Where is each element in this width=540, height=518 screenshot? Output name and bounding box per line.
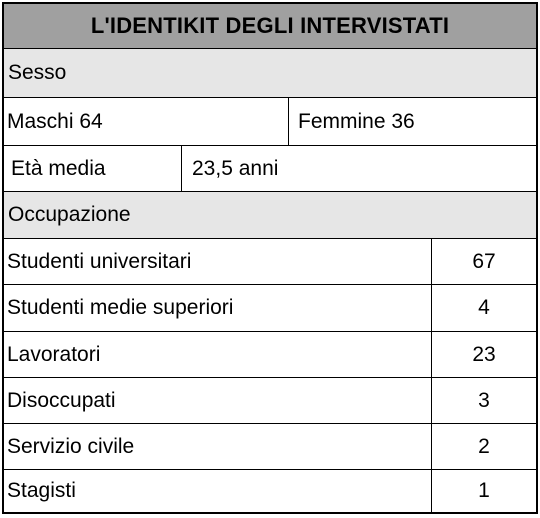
table-row <box>4 378 536 424</box>
occupation-section-label: Occupazione <box>4 192 536 238</box>
sex-section-row <box>4 49 536 98</box>
survey-profile-table <box>2 2 538 514</box>
table-row <box>4 239 536 285</box>
table-row <box>4 470 536 512</box>
sex-values-row <box>4 98 536 146</box>
occupation-value: 1 <box>478 479 490 502</box>
occupation-value: 4 <box>478 296 490 319</box>
table-row <box>4 285 536 332</box>
occupation-label: Servizio civile <box>4 424 432 469</box>
table-row <box>4 332 536 378</box>
occupation-value: 2 <box>478 434 490 458</box>
title-row <box>4 4 536 49</box>
age-row <box>4 146 536 192</box>
male-count: Maschi 64 <box>4 98 289 145</box>
female-count: Femmine 36 <box>298 109 415 133</box>
table-title: L'IDENTIKIT DEGLI INTERVISTATI <box>4 4 536 48</box>
occupation-label: Disoccupati <box>4 378 432 423</box>
occupation-label: Lavoratori <box>4 332 432 377</box>
sex-section-label: Sesso <box>4 49 536 97</box>
age-label: Età media <box>4 146 182 191</box>
occupation-value: 23 <box>472 342 496 366</box>
occupation-section-row <box>4 192 536 239</box>
occupation-label: Studenti universitari <box>4 239 432 284</box>
age-value: 23,5 anni <box>192 156 279 180</box>
occupation-value: 67 <box>472 249 496 273</box>
table-row <box>4 424 536 470</box>
occupation-value: 3 <box>478 388 490 412</box>
occupation-label: Stagisti <box>4 470 432 512</box>
occupation-label: Studenti medie superiori <box>4 285 432 331</box>
